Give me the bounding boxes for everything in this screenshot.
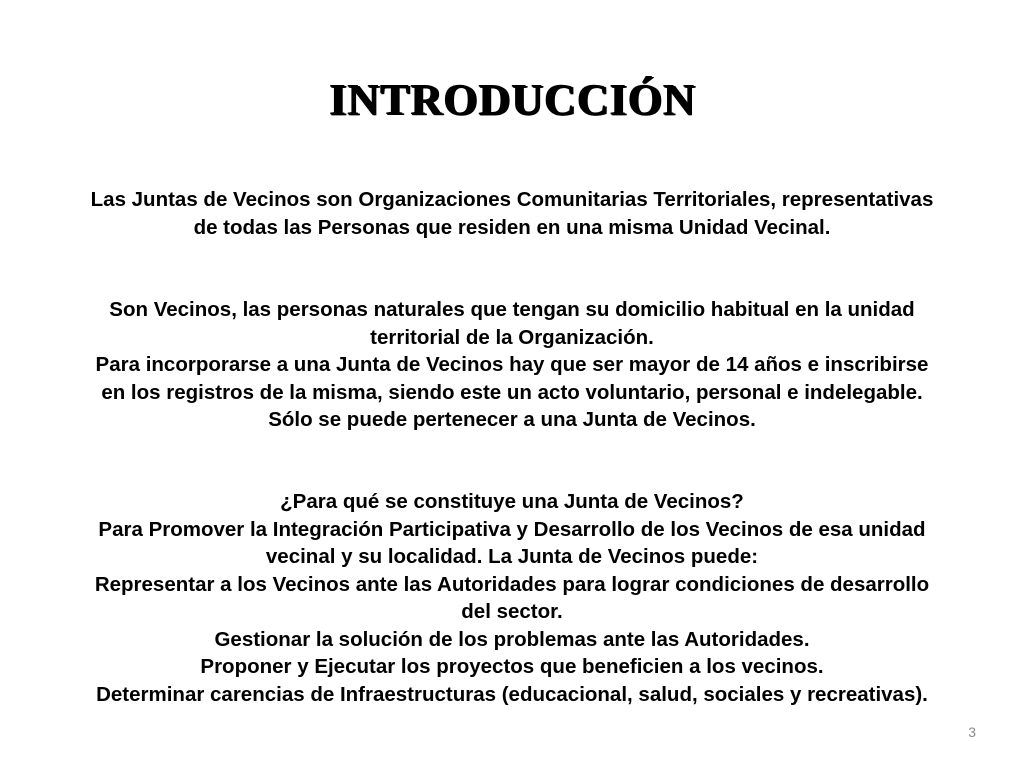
intro-paragraph [24, 186, 1000, 241]
text-line: de todas las Personas que residen en una misma Unidad Vecinal. [193, 215, 831, 239]
text-line: Para Promover la Integración Participativa y Desarrollo de los Vecinos de esa unidad [98, 517, 926, 541]
text-line: Gestionar la solución de los problemas ante las Autoridades. [214, 627, 810, 651]
purpose-paragraph [24, 488, 1000, 708]
text-line: territorial de la Organización. [370, 325, 654, 349]
text-line: Son Vecinos, las personas naturales que tengan su domicilio habitual en la unidad [109, 298, 915, 321]
text-line: Las Juntas de Vecinos son Organizaciones Comunitarias Territoriales, representativas [90, 188, 934, 211]
text-line: del sector. [461, 600, 563, 623]
members-paragraph [24, 296, 1000, 434]
text-line: ¿Para qué se constituye una Junta de Vecinos? [280, 490, 744, 513]
text-line: Determinar carencias de Infraestructuras (educacional, salud, sociales y recreativas). [96, 682, 928, 706]
text-line: Sólo se puede pertenecer a una Junta de Vecinos. [268, 408, 756, 431]
text-line: vecinal y su localidad. La Junta de Vecinos puede: [265, 545, 759, 568]
text-line: Proponer y Ejecutar los proyectos que beneficien a los vecinos. [200, 655, 824, 678]
text-line: en los registros de la misma, siendo este un acto voluntario, personal e indelegable. [101, 380, 923, 404]
text-line: Representar a los Vecinos ante las Autoridades para lograr condiciones de desarrollo [94, 572, 930, 596]
page-number: 3 [968, 724, 976, 740]
text-line: Para incorporarse a una Junta de Vecinos hay que ser mayor de 14 años e inscribirse [95, 353, 929, 376]
slide-title: INTRODUCCIÓN [328, 75, 696, 124]
